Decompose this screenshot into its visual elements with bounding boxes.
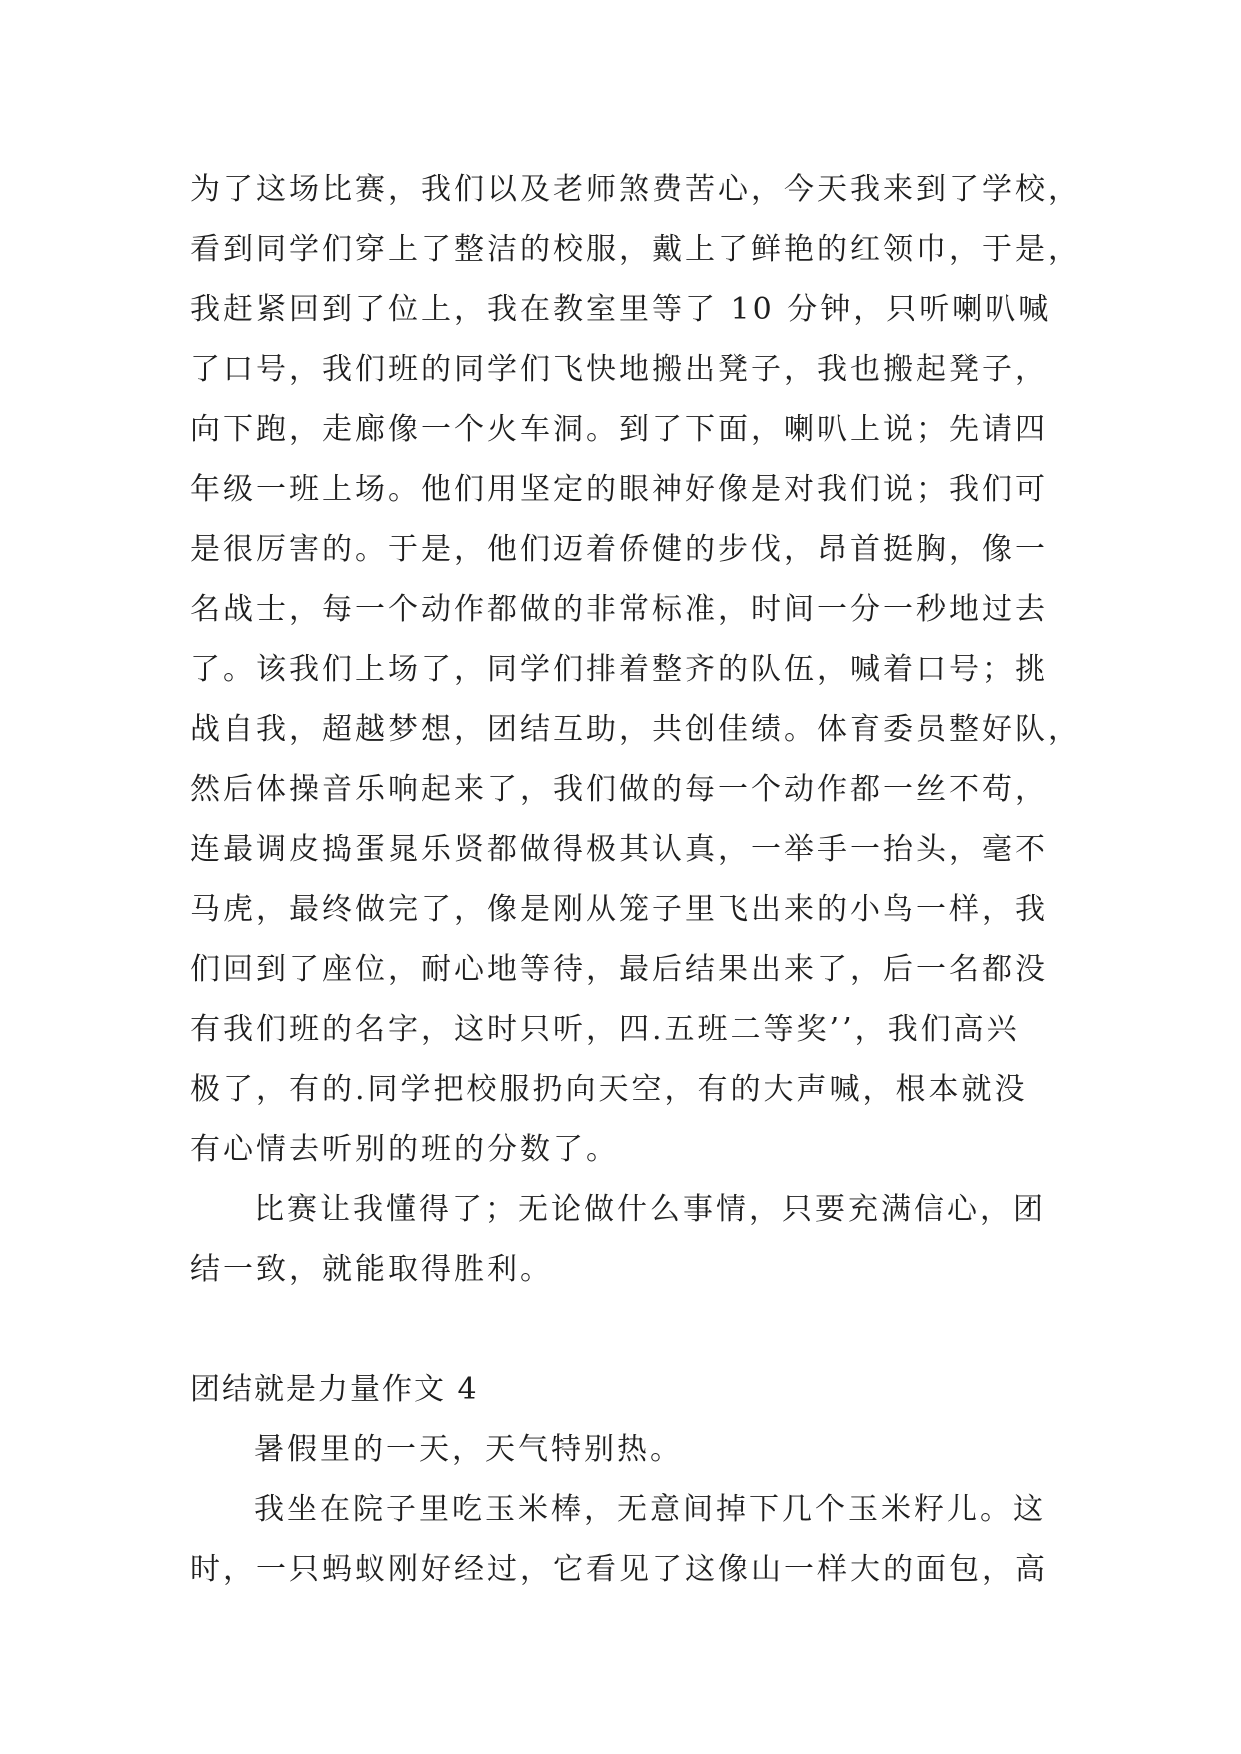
text-line: 马虎，最终做完了，像是刚从笼子里飞出来的小鸟一样，我 (190, 892, 1048, 927)
text-line: 看到同学们穿上了整洁的校服，戴上了鲜艳的红领巾，于是， (190, 232, 1081, 267)
text-line: 是很厉害的。于是，他们迈着侨健的步伐，昂首挺胸，像一 (190, 532, 1048, 567)
paragraph-start-line: 暑假里的一天，天气特别热。 (254, 1432, 683, 1467)
paragraph-start-line: 比赛让我懂得了；无论做什么事情，只要充满信心，团 (254, 1192, 1046, 1227)
text-line: 然后体操音乐响起来了，我们做的每一个动作都一丝不苟， (190, 772, 1048, 807)
text-line: 连最调皮捣蛋晁乐贤都做得极其认真，一举手一抬头，毫不 (190, 832, 1048, 867)
paragraph-start-line: 我坐在院子里吃玉米棒，无意间掉下几个玉米籽儿。这 (254, 1492, 1046, 1527)
text-line: 向下跑，走廊像一个火车洞。到了下面，喇叭上说；先请四 (190, 412, 1048, 447)
essay-heading: 团结就是力量作文 4 (190, 1372, 479, 1407)
text-line: 战自我，超越梦想，团结互助，共创佳绩。体育委员整好队， (190, 712, 1081, 747)
text-line: 了口号，我们班的同学们飞快地搬出凳子，我也搬起凳子， (190, 352, 1048, 387)
blank-line (190, 1300, 1070, 1360)
text-line: 有我们班的名字，这时只听，四.五班二等奖’’，我们高兴 (190, 1012, 1020, 1047)
text-line: 年级一班上场。他们用坚定的眼神好像是对我们说；我们可 (190, 472, 1048, 507)
text-line: 结一致，就能取得胜利。 (190, 1252, 553, 1287)
text-line: 了。该我们上场了，同学们排着整齐的队伍，喊着口号；挑 (190, 652, 1048, 687)
text-line: 时，一只蚂蚁刚好经过，它看见了这像山一样大的面包，高 (190, 1552, 1048, 1587)
text-line: 我赶紧回到了位上，我在教室里等了 10 分钟，只听喇叭喊 (190, 292, 1052, 327)
text-line: 有心情去听别的班的分数了。 (190, 1132, 619, 1167)
text-line: 们回到了座位，耐心地等待，最后结果出来了，后一名都没 (190, 952, 1048, 987)
text-line: 名战士，每一个动作都做的非常标准，时间一分一秒地过去 (190, 592, 1048, 627)
text-line: 为了这场比赛，我们以及老师煞费苦心，今天我来到了学校， (190, 172, 1081, 207)
text-line: 极了，有的.同学把校服扔向天空，有的大声喊，根本就没 (190, 1072, 1028, 1107)
essay-text (190, 160, 1081, 1600)
